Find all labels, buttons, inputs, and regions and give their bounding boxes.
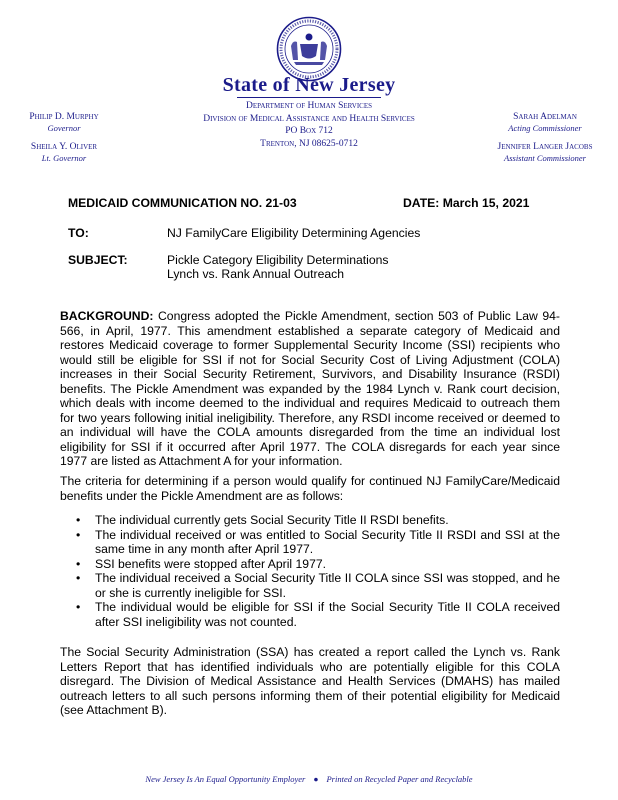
footer-equal-opportunity: New Jersey Is An Equal Opportunity Employer xyxy=(145,774,306,784)
to-label: TO: xyxy=(68,226,89,240)
governor-title: Governor xyxy=(47,123,81,133)
criteria-paragraph: The criteria for determining if a person would qualify for continued NJ FamilyCare/Medicaid benefits under the Pickle Amendment are as follows: xyxy=(60,474,560,503)
footer-bullet-icon: ● xyxy=(313,774,319,784)
lt-governor-name: Sheila Y. Oliver xyxy=(30,142,98,152)
list-item: • The individual received or was entitled to Social Security Title II RSDI and SSI at the same time in any month after April 1977. xyxy=(76,527,560,556)
po-box: PO Box 712 xyxy=(285,126,333,136)
list-item: • The individual would be eligible for SSI if the Social Security Title II COLA received after SSI ineligibility was not counted. xyxy=(76,600,560,629)
governor-block xyxy=(8,112,120,164)
subject-label: SUBJECT: xyxy=(68,253,128,267)
to-value: NJ FamilyCare Eligibility Determining Agencies xyxy=(167,226,421,240)
footer-recycled: Printed on Recycled Paper and Recyclable xyxy=(326,774,473,784)
commissioner-title: Acting Commissioner xyxy=(508,123,582,133)
list-item: • The individual received a Social Security Title II COLA since SSI was stopped, and he or she is currently ineligible for SSI. xyxy=(76,571,560,600)
commissioner-block xyxy=(478,112,612,164)
lt-governor-title: Lt. Governor xyxy=(41,153,87,163)
state-seal-logo xyxy=(276,16,342,82)
assistant-commissioner-name: Jennifer Langer Jacobs xyxy=(497,142,593,152)
background-paragraph xyxy=(60,309,560,469)
assistant-commissioner-title: Assistant Commissioner xyxy=(504,153,586,163)
commissioner-name: Sarah Adelman xyxy=(513,112,577,122)
city-address: Trenton, NJ 08625-0712 xyxy=(260,138,358,149)
department-name: Department of Human Services xyxy=(245,101,372,111)
subject-line-2: Lynch vs. Rank Annual Outreach xyxy=(167,267,345,281)
state-title: State of New Jersey xyxy=(222,74,396,96)
background-text: Congress adopted the Pickle Amendment, section 503 of Public Law 94-566, in April, 1977. This amendment established a separate category of Medicaid and restores Medicaid coverage to former Supplemental Security Income (SSI) recipients who would still be eligible for SSI if not for Social Security Cost of Living Adjustment (COLA) increases in their Social Security Retirement, Survivors, and Disability Insurance (RSDI) benefits. The Pickle Amendment was expanded by the 1984 Lynch v. Rank court decision, which deals with income deemed to the individual and requires Medicaid to outreach them for two years following initial ineligibility. Therefore, any RSDI income received or deemed to an individual will have the COLA amounts disregarded from the time an individual lost eligibility for SSI if it occurred after April 1977. The COLA disregards for each year since 1977 are listed as Attachment A for your information. xyxy=(60,309,560,468)
communication-number: MEDICAID COMMUNICATION NO. 21-03 xyxy=(68,196,297,210)
footer xyxy=(0,774,618,784)
ssa-paragraph: The Social Security Administration (SSA) has created a report called the Lynch vs. Rank Letters Report that has identified individuals who are potentially eligible for this COLA disregard. The Division of Medical Assistance and Health Services (DMAHS) has mailed outreach letters to all such persons informing them of their potential eligibility for Medicaid (see Attachment B). xyxy=(60,645,560,717)
department-block xyxy=(150,100,468,150)
subject-line-1: Pickle Category Eligibility Determinations xyxy=(167,253,389,267)
state-title-rule xyxy=(237,97,381,98)
division-name: Division of Medical Assistance and Health Services xyxy=(203,113,415,124)
list-item: • SSI benefits were stopped after April 1977. xyxy=(76,556,327,571)
list-item: • The individual currently gets Social Security Title II RSDI benefits. xyxy=(76,513,449,527)
governor-name: Philip D. Murphy xyxy=(29,112,99,122)
criteria-list xyxy=(60,513,560,629)
communication-date: DATE: March 15, 2021 xyxy=(403,196,530,210)
background-label: BACKGROUND: xyxy=(60,309,154,323)
